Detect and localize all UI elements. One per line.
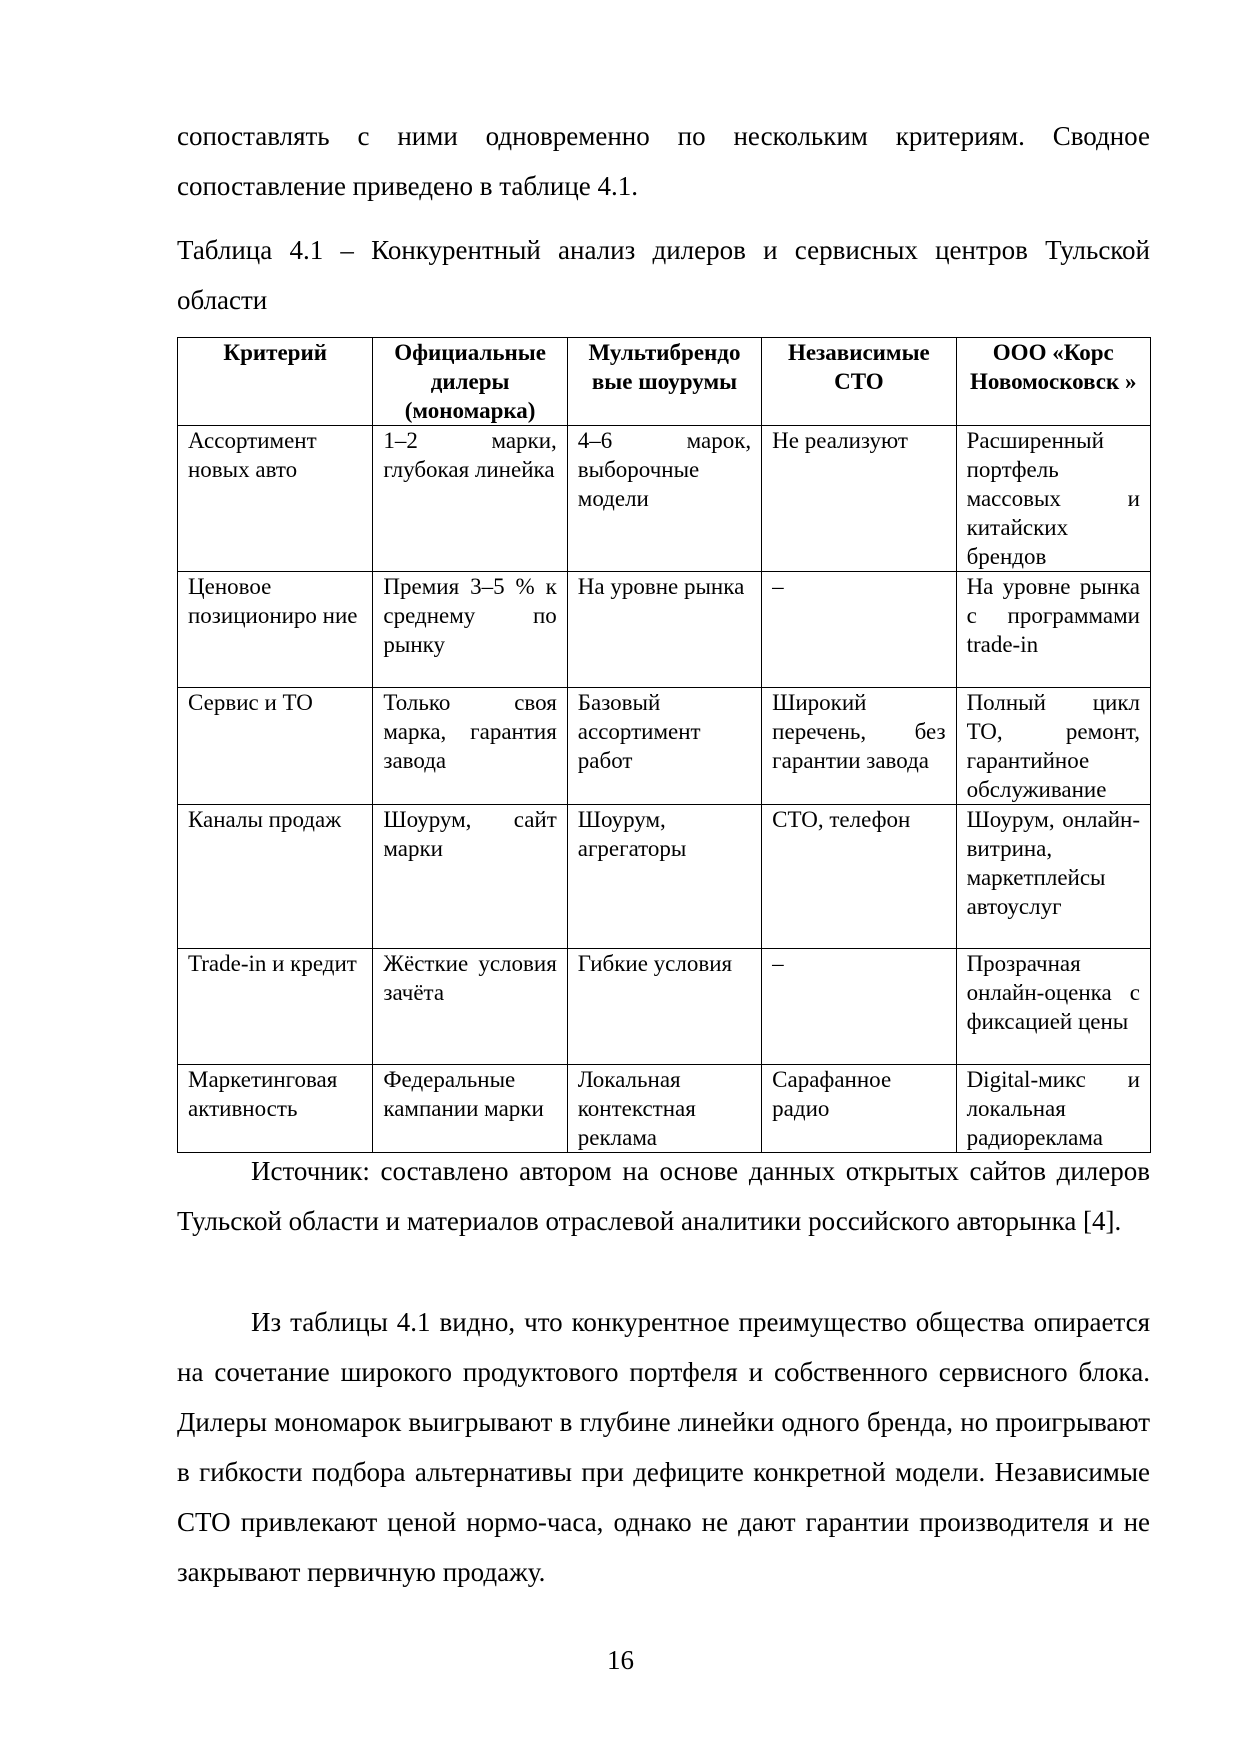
source-note: Источник: составлено автором на основе данных открытых сайтов дилеров Тульской области и материалов отраслевой аналитики российского авторынка [4].	[177, 1156, 1150, 1236]
table-cell: Федеральные кампании марки	[373, 1065, 567, 1153]
table-cell: Базовый ассортимент работ	[567, 688, 761, 805]
table-row	[178, 805, 1151, 949]
table-cell: Digital-микс и локальная радиореклама	[956, 1065, 1150, 1153]
table-cell: СТО, телефон	[762, 805, 956, 949]
table-cell: Локальная контекстная реклама	[567, 1065, 761, 1153]
table-cell: Каналы продаж	[178, 805, 373, 949]
comparison-table	[177, 337, 1151, 1153]
table-row	[178, 949, 1151, 1065]
table-cell: Шоурум, сайт марки	[373, 805, 567, 949]
table-cell: Полный цикл ТО, ремонт, гарантийное обслуживание	[956, 688, 1150, 805]
table-cell: Ассортимент новых авто	[178, 426, 373, 572]
analysis-paragraph: Из таблицы 4.1 видно, что конкурентное преимущество общества опирается на сочетание широкого продуктового портфеля и собственного сервисного блока. Дилеры мономарок выигрывают в глубине линейки одного бренда, но проигрывают в гибкости подбора альтернативы при дефиците конкретной модели. Независимые СТО привлекают ценой нормо-часа, однако не дают гарантии производителя и не закрывают первичную продажу.	[177, 1307, 1150, 1587]
table-cell: Ценовое позициониро ние	[178, 572, 373, 688]
table-caption: Таблица 4.1 – Конкурентный анализ дилеров и сервисных центров Тульской области	[177, 235, 1150, 315]
table-cell: 4–6 марок, выборочные модели	[567, 426, 761, 572]
table-row	[178, 572, 1151, 688]
table-cell: –	[762, 949, 956, 1065]
table-cell: Шоурум, онлайн-витрина, маркетплейсы автоуслуг	[956, 805, 1150, 949]
table-header-row	[178, 338, 1151, 426]
table-cell: Trade-in и кредит	[178, 949, 373, 1065]
table-cell: Жёсткие условия зачёта	[373, 949, 567, 1065]
table-cell: Только своя марка, гарантия завода	[373, 688, 567, 805]
table-cell: Маркетинговая активность	[178, 1065, 373, 1153]
table-cell: Сарафанное радио	[762, 1065, 956, 1153]
table-cell: Премия 3–5 % к среднему по рынку	[373, 572, 567, 688]
table-cell: Расширенный портфель массовых и китайских брендов	[956, 426, 1150, 572]
table-row	[178, 426, 1151, 572]
header-independent-sto: Независимые СТО	[762, 338, 956, 426]
table-cell: На уровне рынка	[567, 572, 761, 688]
header-multibrand-showrooms: Мультибрендо вые шоурумы	[567, 338, 761, 426]
header-official-dealers: Официальные дилеры (мономарка)	[373, 338, 567, 426]
table-cell: 1–2 марки, глубокая линейка	[373, 426, 567, 572]
page-number: 16	[607, 1645, 634, 1675]
table-cell: На уровне рынка с программами trade-in	[956, 572, 1150, 688]
table-cell: Широкий перечень, без гарантии завода	[762, 688, 956, 805]
intro-paragraph: сопоставлять с ними одновременно по нескольким критериям. Сводное сопоставление приведено в таблице 4.1.	[177, 121, 1150, 201]
header-kors-novomoskovsk: ООО «Корс Новомосковск »	[956, 338, 1150, 426]
table-cell: –	[762, 572, 956, 688]
table-cell: Шоурум, агрегаторы	[567, 805, 761, 949]
table-cell: Гибкие условия	[567, 949, 761, 1065]
table-row	[178, 688, 1151, 805]
table-cell: Сервис и ТО	[178, 688, 373, 805]
table-cell: Прозрачная онлайн-оценка с фиксацией цены	[956, 949, 1150, 1065]
header-criterion: Критерий	[178, 338, 373, 426]
table-cell: Не реализуют	[762, 426, 956, 572]
table-row	[178, 1065, 1151, 1153]
